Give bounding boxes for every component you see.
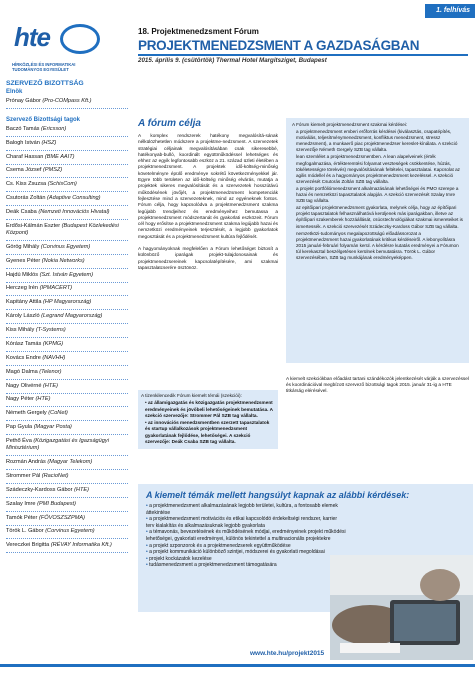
member-name: Görög Mihály	[6, 243, 40, 250]
member-name: Csutorás Zoltán	[6, 195, 46, 202]
speaker-call-paragraph: A kiemelt szekciókban előadást tartani szándékozók jelentkezését várják a szervezéssel és koordinációval megbízott szervező bizottsági tagok 2015. január 31-ig a HTE titkárság elérésével.	[286, 376, 469, 394]
additional-topic-item: • a projektmenedzsment motivációs és etikai kapcsolódó érdekeltségi rendszer, karrier terv kialakítás és alkalmazásuknak legjobb gyakorlata	[146, 516, 346, 529]
member-name: Magó Dalma	[6, 368, 38, 375]
member-organization: (Adaptive Consulting)	[47, 195, 101, 202]
member-name: Károly László	[6, 313, 40, 320]
committee-member-row	[6, 539, 128, 553]
committee-member-row	[6, 394, 128, 408]
member-organization: (CoNet)	[48, 410, 68, 417]
additional-topic-item: • tudásmenedzsment a projektmenedzsment támogatására	[146, 562, 346, 569]
member-organization: (Nemzeti Innovációs Hivatal)	[38, 209, 110, 216]
committee-member-row	[6, 366, 128, 380]
committee-member-row	[6, 498, 128, 512]
committee-member-row	[6, 470, 128, 484]
member-name: Pap Gyula	[6, 424, 33, 431]
key-questions-intro: A Fórum kiemelt projektmenedzsment szakmai kérdései:	[292, 122, 408, 127]
member-organization: (Legrand Magyarország)	[41, 313, 103, 320]
committee-member-row	[6, 178, 128, 192]
committee-member-row	[6, 206, 128, 220]
committee-title: SZERVEZŐ BIZOTTSÁG	[6, 80, 84, 87]
additional-topics-title: A kiemelt témák mellett hangsúlyt kapnak az alábbi kérdések:	[146, 490, 410, 500]
key-question-item: lean szemlélet a projektmenedzsmentben. A lean alapelveinek (érték megfogalmazása, értékteremtési folyamat veszteségek csökkentése, húzás, tökéletességre törekvés) megvalósításának feltételei, tapasztalatai. Kapcsolat az agilis módellel és a hagyományos projektmenedzsment kezeléssel. A szekció szervezését Csutorás Zoltán SZB tag vállalta.	[296, 154, 460, 184]
committee-member-row	[6, 123, 128, 137]
member-name: Gyenes Péter	[6, 257, 41, 264]
committee-member-row	[6, 269, 128, 283]
committee-member-row	[6, 435, 128, 456]
chair-label: Elnök	[6, 89, 23, 95]
member-organization: (NAVHH)	[42, 354, 66, 361]
committee-member-row	[6, 220, 128, 241]
member-name: Tamók Péter	[6, 514, 38, 521]
forum-purpose-paragraph-2: A hagyományoknak megfelelően a Fórum lehetőséget biztosít a különböző iparágak projekt-tulajdonosainak és projektmenedzsereinek kapcsolatépítésére, ami szakmai tapasztalatcserére ösztönöz.	[138, 246, 278, 270]
member-organization: (FŐVOSZSZPMA)	[38, 514, 85, 521]
additional-topic-item: • a projektmenedzsment alkalmazásának legjobb területei, kultúra, a fontosabb elemek áttekintése	[146, 503, 346, 516]
business-meeting-photo	[330, 555, 473, 660]
event-url-link[interactable]: www.hte.hu/projekt2015	[250, 650, 325, 657]
key-topics-list	[141, 400, 275, 445]
logo-ring-icon	[60, 24, 100, 54]
additional-topics-list	[146, 503, 346, 569]
member-organization: (KPMG)	[42, 340, 64, 347]
member-organization: (HTE)	[74, 486, 90, 493]
organizing-committee-sidebar	[6, 80, 128, 640]
member-list	[6, 123, 128, 553]
committee-member-row	[6, 165, 128, 179]
member-organization: (Telenor)	[39, 368, 62, 375]
member-name: Vereczkei Brigitta	[6, 542, 50, 549]
committee-member-row	[6, 151, 128, 165]
member-name: Nagy Olivérné	[6, 382, 42, 389]
member-organization: (Corvinus Egyetem)	[40, 243, 91, 250]
member-name: Szalay Imre	[6, 500, 36, 507]
committee-member-row	[6, 241, 128, 255]
member-name: Németh Gergely	[6, 410, 47, 417]
call-badge: 1. felhívás	[425, 4, 475, 18]
member-organization: (Corvinus Egyetem)	[45, 528, 95, 535]
key-topic-item: • az innovációs menedzsmentben szerzett tapasztalatok és startup vállalkozások projektmenedzsment gyakorlatának fejlődése, lehetőségei. A szekció szervezője: Deák Csaba SZB tag vállalta.	[141, 420, 275, 445]
member-organization: (IPMACERT)	[39, 285, 73, 292]
member-organization: (Magyar Telekom)	[47, 459, 93, 466]
member-organization: (Szt. István Egyetem)	[39, 271, 94, 278]
member-name: Nagy Péter	[6, 396, 34, 403]
member-organization: (PMSZ)	[43, 167, 63, 174]
member-name: Török L. Gábor	[6, 528, 44, 535]
committee-member-row	[6, 338, 128, 352]
event-title: PROJEKTMENEDZSMENT A GAZDASÁGBAN	[138, 38, 420, 53]
key-question-item: a projekt portfóliómenedzsment alkalmazásának lehetőségei és PMO szerepe a hazai és nemzetközi tapasztalatok alapján. A szekció szervezését Szalay Imre SZB tag vállalta.	[296, 185, 459, 204]
key-topic-item: • az államigazgatás és közigazgatás projektmenedzsment eredményeinek és jövőbeli lehetőségeinek bemutatása. A szekció szervezője: Strommer Pál SZB tag vállalta.	[141, 400, 275, 419]
members-label: Szervező Bizottsági tagok	[6, 116, 81, 123]
committee-member-row	[6, 512, 128, 526]
committee-member-row	[6, 526, 128, 540]
logo-org-name: HÍRKÖZLÉSI ÉS INFORMATIKAI TUDOMÁNYOS EGYESÜLET	[12, 62, 76, 72]
chair-list	[6, 95, 128, 109]
member-name: Kiss Mihály	[6, 327, 35, 334]
key-question-item: nemzetközi-tudományos megalapozottságú előadássorozat a projektmenedzsment hazai gyakorlatának kritikus kérdéseiről. A lebonyolításra 2015 januári-februári folyamán kerül. A kérdésre kutatás eredményei a Fórumon túl kerekasztal beszélgetésen kerülnek bemutatásra. Török L. Gábor szervezésében, SZB tag munkájának eredményeképpen.	[296, 230, 459, 260]
committee-member-row	[6, 296, 128, 310]
forum-purpose-section	[138, 118, 278, 277]
key-questions-box	[286, 118, 469, 363]
committee-member-row	[6, 352, 128, 366]
member-name: Baczó Tamás	[6, 125, 40, 132]
bottom-divider	[0, 664, 475, 667]
member-name: Kórász Tamás	[6, 340, 42, 347]
member-name: Erdősi-Kálmán Eszter	[6, 222, 61, 229]
member-organization: (PMI Budapest)	[37, 500, 76, 507]
committee-member-row	[6, 421, 128, 435]
event-date-location: 2015. április 9. (csütörtök) Thermal Hotel Margitsziget, Budapest	[138, 57, 327, 64]
additional-topic-item: • a témavonás, bevezetésének és működésének módjai, eredményeinek projekt működési lehetőségei, gyakorlati eredményei, különös tekintettel a multinacionális projektekre	[146, 529, 346, 542]
committee-member-row	[6, 324, 128, 338]
member-name: Kapitány Attila	[6, 299, 42, 306]
member-name: Charaf Hassan	[6, 153, 44, 160]
member-name: Szádeczky-Kardoss Gábor	[6, 486, 73, 493]
member-organization: (Közigazgatási és Igazságügyi Minisztérium)	[6, 438, 109, 452]
forum-purpose-paragraph-1: A komplex rendszerek hatékony megvalósítá-sának nélkülözhetetlen módszere a projektme-nedzsment. A szervezetek stratégiai céljainak megvalósításában csak sikeresebbé, hatékonyab-bulló, koordinált együttműködéssel lehetséges és ehhez az egyik legfontosabb eszköz a 21. század üzleti életében a projektmenedzsment. A projektek idő-költség-minőség követelményre épülő eredménye sokrétű következményekkel jár. Egyre több területen az idő-költség minőség elvárás, mutatja a projektek sikeres megvalósítását és a szervezetek hosszútávú működésének jövőjét, a projektmenedzsment kompetenciák fejlesztése mind a szervezeteknek, mind az egyéneknek fontos. Fórum célja, hogy kapcsolódva a projektmenedzsment szakma legújabb trendjeihez és eredményeihez bemutassa a projektmenedzsment módszertanát és gyakorlati eszközeit. Fórum cél hogy erősítse a projektmenedzsment szakma legújabb hazai és nemzetközi eredményeinek terjesztését, a legjobb gyakorlatok megosztását és a projektmenedzsment kultúra fejlődését.	[138, 133, 278, 239]
key-question-item: az epitőipari projektmenedzsment gyakorlata, melynek célja, hogy az építőipari projekt tapasztalatok felhasználhatóvá kerüljenek más iparágakban, illetve az építőipari szakemberek hozzáállását, csúcstechnológiákat szakmai ismereteiket is ismertessék. A szekció szervezését Szádeczky-Kardoss Gábor SZB tag vállalta.	[296, 205, 463, 229]
member-organization: (Magyar Posta)	[33, 424, 72, 431]
key-topics-intro: A tizenkilencedik Fórum kiemelt témái (szekciói):	[141, 393, 242, 398]
committee-member-row	[6, 380, 128, 394]
member-name: Csema József	[6, 167, 42, 174]
member-name: Kovács Endre	[6, 354, 41, 361]
member-name: Rozmán András	[6, 459, 46, 466]
committee-member-row	[6, 137, 128, 151]
committee-member-row	[6, 283, 128, 297]
committee-member-row	[6, 95, 128, 109]
member-name: Pethő Éva	[6, 438, 32, 445]
member-organization: (Nokia Networks)	[41, 257, 85, 264]
member-name: Herczeg Irén	[6, 285, 39, 292]
member-organization: (HP Magyarország)	[43, 299, 92, 306]
additional-topic-item: • a projekt kommunikáció különböző szintjei, módszerei és gyakorlati megoldásai	[146, 549, 346, 556]
member-name: Hajdú Miklós	[6, 271, 39, 278]
member-name: Prónay Gábor	[6, 97, 41, 104]
member-organization: (HSZ)	[41, 139, 57, 146]
key-question-item: a projektmenedzsment emberi erőforrás kérdései (kiválasztás, csapatépítés, motiválás, teljesítménymenedzsment, konfliktus menedzsment, stressz menedzsment), a munkaerő piac projektmenedzser kereslet-kínálata. A szekció szervezője Németh Gergely SZB tag vállalta.	[296, 129, 458, 153]
forum-purpose-title: A fórum célja	[138, 118, 201, 129]
key-topics-box	[138, 390, 278, 449]
committee-member-row	[6, 407, 128, 421]
member-name: Cs. Kiss Zsuzsa	[6, 181, 47, 188]
event-number: 18. Projektmenedzsment Fórum	[138, 27, 259, 36]
member-name: Deák Csaba	[6, 209, 37, 216]
member-organization: (RacioNet)	[41, 472, 69, 479]
member-organization: (Budapest Közlekedési Központ)	[6, 222, 119, 236]
member-organization: (RÉVAY Informatika Kft.)	[50, 542, 112, 549]
committee-member-row	[6, 310, 128, 324]
committee-member-row	[6, 456, 128, 470]
member-organization: (HTE)	[43, 382, 58, 389]
additional-topic-item: • projekt kockázatok kezelése	[146, 556, 346, 563]
member-organization: (Pro-COMpass Kft.)	[42, 97, 92, 104]
committee-member-row	[6, 484, 128, 498]
member-organization: (T-Systems)	[35, 327, 66, 334]
member-name: Balogh István	[6, 139, 40, 146]
committee-member-row	[6, 192, 128, 206]
member-organization: (SchisCom)	[47, 181, 77, 188]
member-organization: (Ericsson)	[41, 125, 67, 132]
key-questions-list	[292, 129, 463, 261]
logo-text: hte	[14, 22, 50, 52]
committee-member-row	[6, 255, 128, 269]
member-organization: (BME AAIT)	[44, 153, 75, 160]
additional-topic-item: • a projekt szponzorok és a projektmenedzserek együttműködése	[146, 543, 346, 550]
member-name: Strommer Pál	[6, 472, 41, 479]
member-organization: (HTE)	[35, 396, 51, 403]
header-divider	[138, 54, 468, 56]
